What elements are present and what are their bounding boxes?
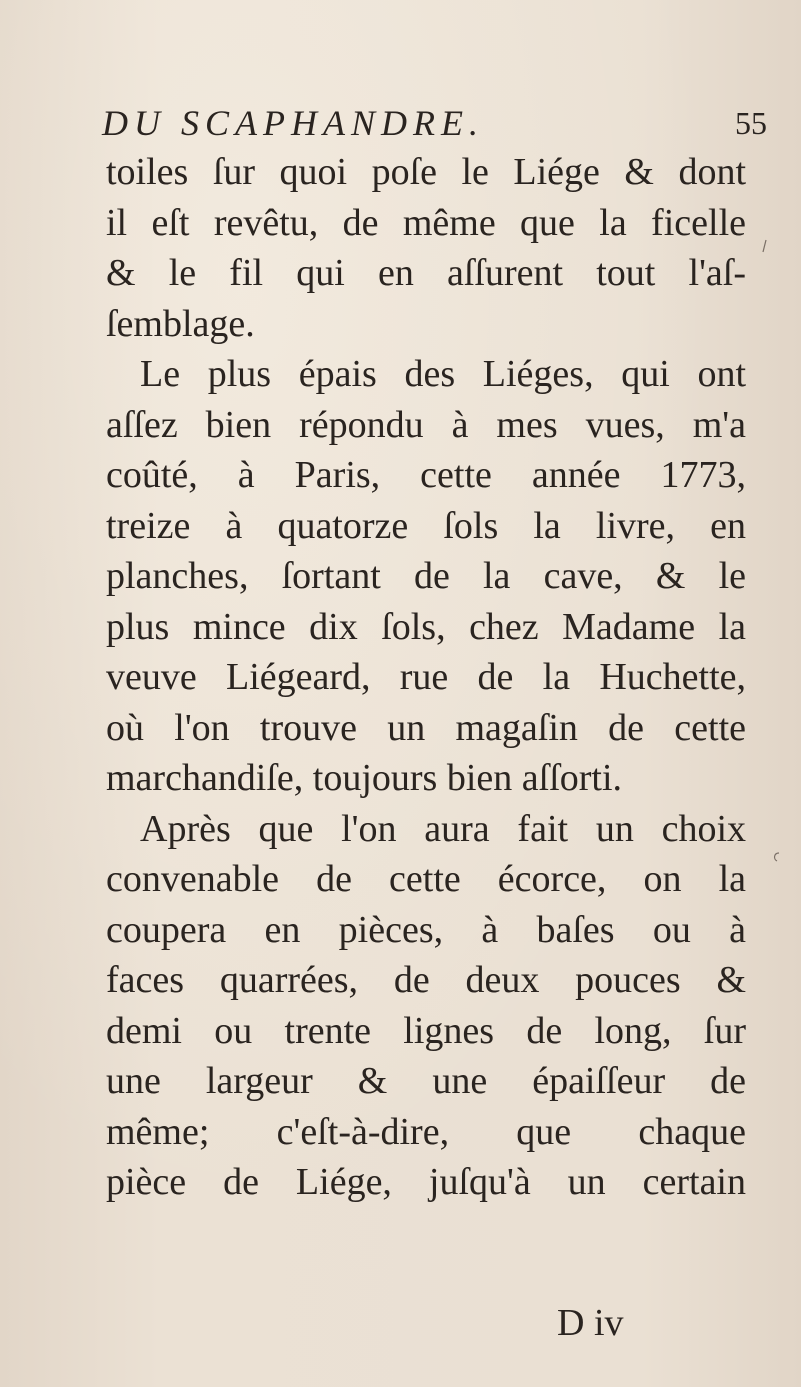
page-number: 55 xyxy=(735,105,767,141)
running-head-title: DU SCAPHANDRE. xyxy=(102,103,484,143)
text-line: demi ou trente lignes de long, ſur xyxy=(106,1009,746,1052)
text-line: aſſez bien répondu à mes vues, m'a xyxy=(106,403,746,446)
running-head xyxy=(0,100,801,146)
text-line: faces quarrées, de deux pouces & xyxy=(106,959,746,1001)
text-line: plus mince dix ſols, chez Madame la xyxy=(106,605,746,648)
text-line: coûté, à Paris, cette année 1773, xyxy=(106,454,746,496)
text-line: même; c'eſt-à-dire, que chaque xyxy=(106,1110,746,1153)
text-line: Le plus épais des Liéges, qui ont xyxy=(140,353,746,395)
text-line: ſemblage. xyxy=(106,302,255,345)
margin-speck xyxy=(760,238,770,254)
text-line: convenable de cette écorce, on la xyxy=(106,858,746,900)
margin-speck xyxy=(770,850,782,864)
text-line: Après que l'on aura fait un choix xyxy=(140,807,746,850)
text-line: où l'on trouve un magaſin de cette xyxy=(106,706,746,749)
text-line: planches, ſortant de la cave, & le xyxy=(106,555,746,597)
text-line: treize à quatorze ſols la livre, en xyxy=(106,504,746,547)
text-line: une largeur & une épaiſſeur de xyxy=(106,1060,746,1102)
text-line: veuve Liégeard, rue de la Huchette, xyxy=(106,656,746,698)
text-line: & le fil qui en aſſurent tout l'aſ- xyxy=(106,252,746,294)
text-line: toiles ſur quoi poſe le Liége & dont xyxy=(106,151,746,193)
text-line: il eſt revêtu, de même que la ficelle xyxy=(106,201,746,244)
text-line: coupera en pièces, à baſes ou à xyxy=(106,908,746,951)
text-line: pièce de Liége, juſqu'à un certain xyxy=(106,1161,746,1203)
catchword: D iv xyxy=(557,1302,624,1344)
body-text xyxy=(106,147,746,1208)
text-line: marchandiſe, toujours bien aſſorti. xyxy=(106,757,623,799)
